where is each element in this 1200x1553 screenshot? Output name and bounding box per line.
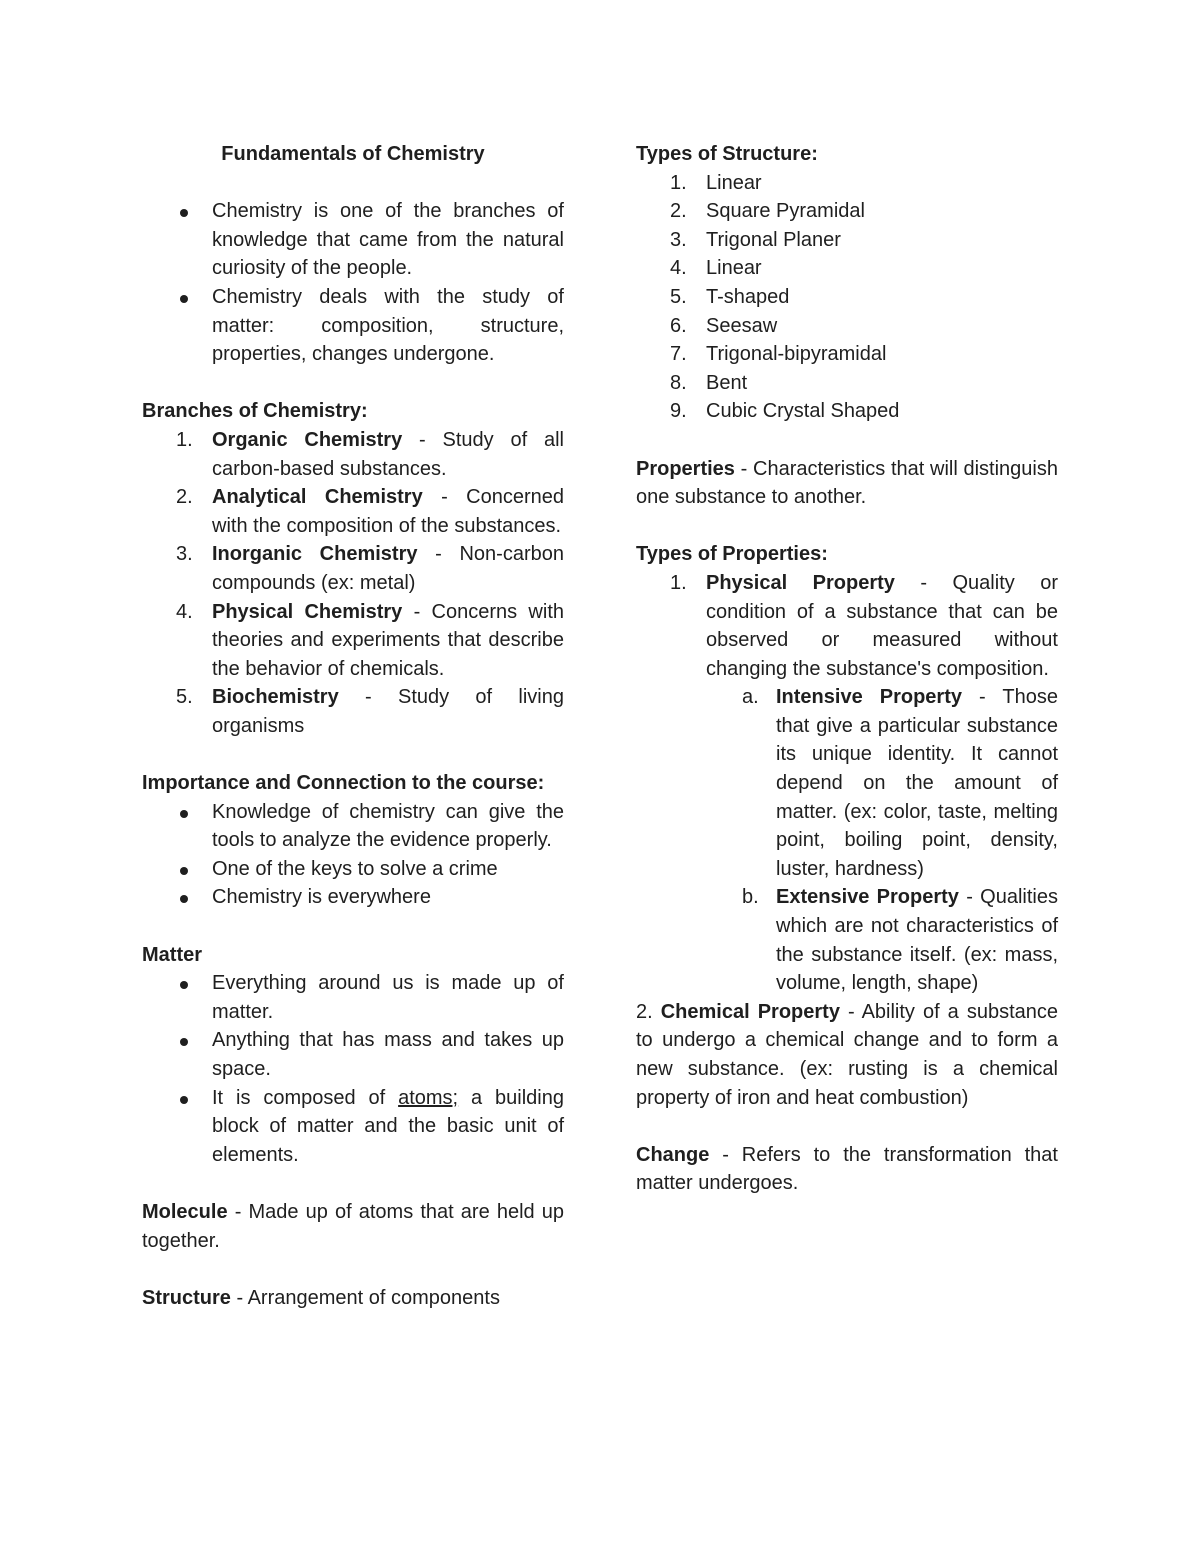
list-item: Chemistry is one of the branches of knowledge that came from the natural curiosity of the people. — [142, 197, 564, 283]
list-item: Anything that has mass and takes up space. — [142, 1026, 564, 1083]
bullet-icon — [180, 295, 188, 303]
list-item: Knowledge of chemistry can give the tools to analyze the evidence properly. — [142, 798, 564, 855]
list-item: 4. Physical Chemistry - Concerns with theories and experiments that describe the behavior of chemicals. — [176, 600, 564, 680]
list-item: 3. Trigonal Planer — [670, 228, 841, 251]
list-item: Chemistry is everywhere — [142, 883, 564, 912]
molecule-definition: Molecule - Made up of atoms that are held up together. — [142, 1200, 564, 1252]
bullet-icon — [180, 1096, 188, 1104]
matter-heading: Matter — [142, 943, 203, 966]
importance-heading: Importance and Connection to the course: — [142, 772, 545, 795]
branches-list — [142, 426, 564, 741]
bullet-icon — [180, 981, 188, 989]
list-item: Chemistry deals with the study of matter: composition, structure, properties, changes undergone. — [142, 283, 564, 369]
bullet-icon — [180, 810, 188, 818]
structure-definition: Structure - Arrangement of components — [142, 1286, 500, 1309]
list-item: 1. Organic Chemistry - Study of all carbon-based substances. — [176, 428, 564, 480]
list-item: 1. Physical Property - Quality or condition of a substance that can be observed or measured without changing the substance's composition. — [670, 571, 1059, 680]
importance-list — [142, 798, 564, 912]
list-item: Everything around us is made up of matter. — [142, 969, 564, 1026]
change-definition: Change - Refers to the transformation that matter undergoes. — [636, 1143, 1058, 1195]
chemical-property: 2. Chemical Property - Ability of a substance to undergo a chemical change and to form a new substance. (ex: rusting is a chemical property of iron and heat combustion) — [636, 1000, 1059, 1109]
types-properties-heading: Types of Properties: — [636, 543, 828, 566]
list-item: It is composed of atoms; a building block of matter and the basic unit of elements. — [142, 1084, 564, 1170]
list-item: 5. T-shaped — [670, 285, 790, 308]
list-item: 5. Biochemistry - Study of living organisms — [176, 686, 564, 737]
list-item: 2. Analytical Chemistry - Concerned with the composition of the substances. — [176, 486, 564, 537]
list-item: 1. Linear — [670, 171, 762, 194]
list-item: a. Intensive Property - Those that give a particular substance its unique identity. It cannot depend on the amount of matter. (ex: color, taste, melting point, boiling point, density, luster, hardness) — [742, 686, 1058, 880]
bullet-icon — [180, 1038, 188, 1046]
list-item: 6. Seesaw — [670, 314, 778, 337]
branches-heading: Branches of Chemistry: — [142, 400, 368, 423]
matter-list — [142, 969, 564, 1169]
list-item: One of the keys to solve a crime — [142, 855, 564, 884]
list-item: 9. Cubic Crystal Shaped — [670, 400, 900, 423]
list-item: 4. Linear — [670, 257, 762, 280]
list-item: 3. Inorganic Chemistry - Non-carbon compounds (ex: metal) — [176, 543, 564, 594]
intro-list — [142, 197, 564, 369]
list-item: 8. Bent — [670, 371, 748, 394]
bullet-icon — [180, 895, 188, 903]
properties-definition: Properties - Characteristics that will distinguish one substance to another. — [636, 457, 1058, 509]
list-item: 2. Square Pyramidal — [670, 200, 865, 223]
list-item: b. Extensive Property - Qualities which are not characteristics of the substance itself. (ex: mass, volume, length, shape) — [742, 886, 1058, 995]
right-column — [636, 140, 1058, 1198]
bullet-icon — [180, 867, 188, 875]
list-item: 7. Trigonal-bipyramidal — [670, 343, 887, 366]
page-title: Fundamentals of Chemistry — [221, 143, 485, 165]
types-structure-list — [636, 169, 1058, 426]
types-properties-list — [636, 569, 1058, 683]
bullet-icon — [180, 209, 188, 217]
types-structure-heading: Types of Structure: — [636, 143, 818, 165]
physical-subtypes-list — [706, 683, 1058, 998]
atoms-link: atoms; — [398, 1086, 459, 1109]
left-column — [142, 140, 564, 1312]
